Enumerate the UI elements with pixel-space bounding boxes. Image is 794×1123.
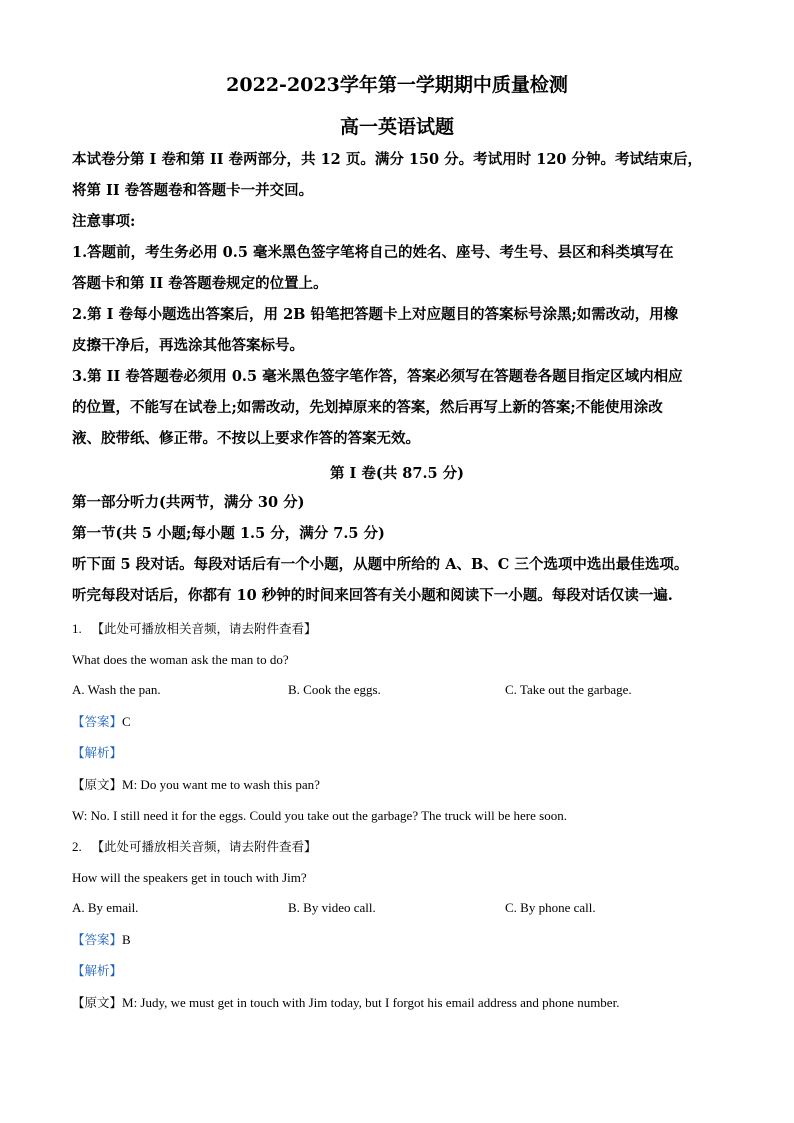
question-2-option-b: B. By video call. — [288, 900, 376, 915]
note-3-line-1: 3.第 II 卷答题卷必须用 0.5 毫米黑色签字笔作答，答案必须写在答题卷各题目指定区域内相应 — [72, 368, 683, 385]
original-tag: 【原文】 — [72, 777, 123, 792]
instructions-line-1: 听下面 5 段对话。每段对话后有一个小题，从题中所给的 A、B、C 三个选项中选出最佳选项。 — [72, 556, 689, 573]
note-1-line-1: 1.答题前，考生务必用 0.5 毫米黑色签字笔将自己的姓名、座号、考生号、县区和科类填写在 — [72, 244, 674, 261]
original-text: M: Do you want me to wash this pan? — [122, 777, 320, 792]
intro-line-1: 本试卷分第 I 卷和第 II 卷两部分，共 12 页。满分 150 分。考试用时 120 分钟。考试结束后， — [72, 151, 703, 168]
note-3-line-3: 液、胶带纸、修正带。不按以上要求作答的答案无效。 — [72, 430, 420, 447]
original-text: M: Judy, we must get in touch with Jim today, but I forgot his email address and phone number. — [122, 995, 620, 1010]
notes-heading: 注意事项: — [72, 213, 136, 230]
question-1-option-a: A. Wash the pan. — [72, 682, 161, 697]
question-2-stem: How will the speakers get in touch with Jim? — [72, 870, 307, 885]
question-2-option-a: A. By email. — [72, 900, 139, 915]
answer-tag: 【答案】 — [72, 714, 123, 729]
question-2-analysis — [72, 962, 122, 980]
question-2-option-c: C. By phone call. — [505, 900, 596, 915]
question-number: 2. — [72, 839, 82, 854]
exam-subtitle: 高一英语试题 — [339, 116, 454, 138]
answer-value: B — [122, 932, 131, 947]
question-1-option-b: B. Cook the eggs. — [288, 682, 381, 697]
section-title: 第一部分听力(共两节，满分 30 分) — [72, 494, 305, 511]
question-1-original-2: W: No. I still need it for the eggs. Could you take out the garbage? The truck will be here soon. — [72, 808, 567, 823]
question-1-header — [72, 620, 317, 638]
exam-title: 2022-2023学年第一学期期中质量检测 — [226, 74, 568, 96]
question-1-answer — [72, 713, 131, 731]
note-1-line-2: 答题卡和第 II 卷答题卷规定的位置上。 — [72, 275, 328, 292]
answer-value: C — [122, 714, 131, 729]
question-1-option-c: C. Take out the garbage. — [505, 682, 632, 697]
question-2-header — [72, 838, 317, 856]
question-1-analysis — [72, 744, 122, 762]
question-1-original-1 — [72, 776, 320, 794]
question-number: 1. — [72, 621, 82, 636]
original-tag: 【原文】 — [72, 995, 123, 1010]
analysis-tag: 【解析】 — [72, 963, 123, 978]
note-3-line-2: 的位置，不能写在试卷上;如需改动，先划掉原来的答案，然后再写上新的答案;不能使用涂改 — [72, 399, 663, 416]
note-2-line-1: 2.第 I 卷每小题选出答案后，用 2B 铅笔把答题卡上对应题目的答案标号涂黑;如需改动，用橡 — [72, 306, 679, 323]
answer-tag: 【答案】 — [72, 932, 123, 947]
note-2-line-2: 皮擦干净后，再选涂其他答案标号。 — [72, 337, 304, 354]
question-2-original-1 — [72, 994, 619, 1012]
audio-note-link[interactable]: 【此处可播放相关音频，请去附件查看】 — [91, 839, 317, 854]
intro-line-2: 将第 II 卷答题卷和答题卡一并交回。 — [72, 182, 314, 199]
volume-title: 第 I 卷(共 87.5 分) — [329, 465, 464, 482]
instructions-line-2: 听完每段对话后，你都有 10 秒钟的时间来回答有关小题和阅读下一小题。每段对话仅读一遍. — [72, 587, 673, 604]
audio-note-link[interactable]: 【此处可播放相关音频，请去附件查看】 — [91, 621, 317, 636]
subsection-title: 第一节(共 5 小题;每小题 1.5 分，满分 7.5 分) — [72, 525, 385, 542]
question-2-answer — [72, 931, 131, 949]
question-1-stem: What does the woman ask the man to do? — [72, 652, 289, 667]
analysis-tag: 【解析】 — [72, 745, 123, 760]
